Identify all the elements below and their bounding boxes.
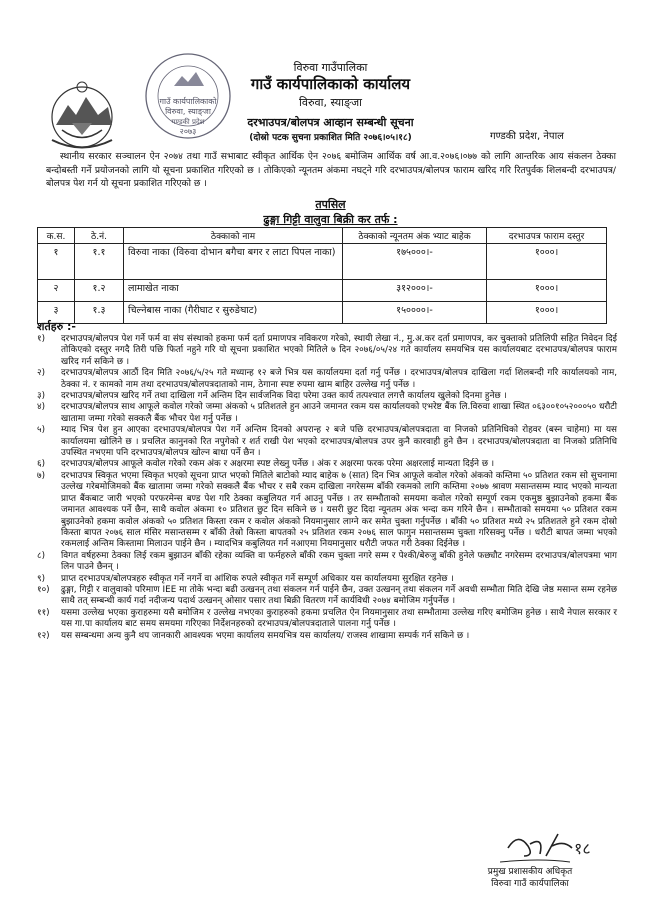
terms-heading: शर्तहरु :- — [37, 320, 76, 333]
cell-contract-name: चिल्नेबास नाका (गैरीघाट र सुरुङेघाट) — [124, 302, 343, 324]
term-item — [37, 585, 617, 608]
table-header-row — [38, 228, 607, 244]
notice-subtitle: (दोस्रो पटक सुचना प्रकाशित मिति २०७६।०५।१८) — [249, 133, 412, 143]
signatory-office: विरुवा गाउँ कार्यपालिका — [491, 879, 569, 889]
term-text: दरभाउपत्र/बोलपत्र साथ आफूले कवोल गरेको जम्मा अंकको ५ प्रतिशतले हुन आउने जमानत रकम यस कार्यालयको एभरेष्ट बैंक लि.विरुवा शाखा स्थित ०६३००१०५२०००५० धरौटी खातामा जम्मा गरेको सक्कलै बैंक भौचर पेश गर्नु पर्नेछ । — [61, 402, 617, 424]
cell-min-amount: १५००००।- — [343, 302, 487, 324]
cell-sn: २ — [38, 280, 75, 302]
tapasil-heading: तपसिल — [315, 198, 346, 211]
svg-text:१८: १८ — [574, 839, 591, 858]
cell-contract-no: १.१ — [75, 244, 124, 280]
cell-contract-name: विरुवा नाका (विरुवा दोभान बगैचा बगर र लाटा पिपल नाका) — [124, 244, 343, 280]
cell-contract-no: १.३ — [75, 302, 124, 324]
col-min-amount: ठेक्काको न्यूनतम अंक भ्याट बाहेक — [343, 228, 487, 244]
col-form-fee: दरभाउपत्र फाराम दस्तुर — [487, 228, 607, 244]
term-text: दरभाउपत्र/बोलपत्र पेश गर्ने फर्म वा संघ संस्थाको हकमा फर्म दर्ता प्रमाणपत्र नविकरण गरेको, स्थायी लेखा नं., मु.अ.कर दर्ता प्रमाणपत्र, कर चुक्ताको प्रतिलिपी सहित निवेदन दिई तोकिएको दस्तुर नगदै तिरी पछि फिर्ता नहुने गरि यो सूचना प्रकाशित भएको मितिले ७ दिन २०७६/०५/२४ गते कार्यालय समयभित्र यस कार्यालयबाट दरभाउपत्र/बोलपत्र फाराम खरिद गर्न सकिने छ । — [61, 334, 617, 367]
svg-text:गाउँ कार्यपालिकाको: गाउँ कार्यपालिकाको — [159, 97, 217, 106]
term-number: ११) — [37, 607, 50, 618]
term-number: ६) — [37, 459, 46, 470]
intro-paragraph: स्थानीय सरकार सञ्चालन ऐन २०७४ तथा गाउँ सभाबाट स्वीकृत आर्थिक ऐन २०७६ बमोजिम आर्थिक वर्ष आ.व.२०७६।०७७ को लागि आन्तरिक आय संकलन ठेक्का बन्दोबस्ती गर्ने प्रयोजनको लागि यो सूचना प्रकाशित गरिएको छ । तोकिएको न्यूनतम अंकमा नघट्ने गरि दरभाउपत्र/बोलपत्र फाराम खरिद गरि रितपुर्वक शिलबन्दी दरभाउपत्र/बोलपत्र पेश गर्न यो सूचना प्रकाशित गरिएको छ । — [46, 151, 616, 189]
cell-min-amount: १७५०००।- — [343, 244, 487, 280]
cell-contract-name: लामाखेत नाका — [124, 280, 343, 302]
terms-list — [37, 334, 617, 642]
term-number: ९) — [37, 573, 46, 584]
term-item — [37, 459, 617, 470]
cell-form-fee: १०००। — [487, 280, 607, 302]
term-item — [37, 608, 617, 631]
term-number: २) — [37, 368, 46, 379]
term-text: यस सम्बन्धमा अन्य कुनै थप जानकारी आवश्यक भएमा कार्यालय समयभित्र यस कार्यालय/ राजस्व शाखामा सम्पर्क गर्न सकिने छ । — [61, 630, 470, 641]
table-row — [38, 302, 607, 324]
term-item — [37, 425, 617, 459]
municipality-name: विरुवा गाउँपालिका — [293, 61, 368, 74]
notice-title: दरभाउपत्र/बोलपत्र आव्हान सम्बन्धी सूचना — [247, 116, 414, 129]
table-row — [38, 244, 607, 280]
table-title: ढुङ्गा गिट्टी वालुवा बिक्री कर तर्फ : — [263, 213, 398, 226]
term-number: ५) — [37, 425, 46, 436]
cell-sn: ३ — [38, 302, 75, 324]
term-text: विगत वर्षहरुमा ठेक्का लिई रकम बुझाउन बाँकी रहेका व्यक्ति वा फर्महरुले बाँकी रकम चुक्ता नगरे सम्म र पेश्की/बेरुजु बाँकी हुनेले फछ्यौट नगरेसम्म दरभाउपत्र/बोलपत्रमा भाग लिन पाउने छैनन् । — [61, 550, 617, 573]
term-text: दरभाउपत्र/बोलपत्र खरिद गर्ने तथा दाखिला गर्ने अन्तिम दिन सार्वजनिक विदा परेमा उक्त कार्य तत्पश्चात लगत्तै कार्यालय खुलेको दिनमा हुनेछ । — [61, 391, 507, 402]
term-number: ७) — [37, 470, 46, 481]
term-number: १०) — [37, 584, 50, 595]
term-text: ढुङ्गा, गिट्टी र वालुवाको परिमाण IEE मा तोके भन्दा बढी उत्खनन् तथा संकलन गर्न पाईने छैन, उक्त उत्खनन् तथा संकलन गर्ने अवधी सम्भौता मिति देखि जेष्ठ मसान्त सम्म रहनेछ साथै तत् सम्बन्धी कार्य गर्दा नदीजन्य पदार्थ उत्खनन् ओसार पसार तथा बिक्री वितरण गर्ने कार्यविधी २०७४ बमोजिम गर्नुपर्नेछ । — [61, 584, 617, 607]
svg-text:गण्डकी प्रदेश: गण्डकी प्रदेश — [171, 118, 205, 126]
cell-form-fee: १०००। — [487, 244, 607, 280]
term-text: प्राप्त दरभाउपत्र/बोलपत्रहरु स्वीकृत गर्ने नगर्ने वा आंशिक रुपले स्वीकृत गर्ने सम्पूर्ण अधिकार यस कार्यालयमा सुरक्षित रहनेछ । — [61, 573, 454, 584]
signatory-block — [430, 866, 630, 890]
signature-icon — [500, 826, 620, 866]
term-text: दरभाउपत्र/बोलपत्र आफूले कवोल गरेको रकम अंक र अक्षरमा स्पष्ट लेख्नु पर्नेछ । अंक र अक्षरमा फरक परेमा अक्षरलाई मान्यता दिईने छ । — [61, 459, 495, 470]
col-contract-name: ठेक्काको नाम — [124, 228, 343, 244]
term-item — [37, 574, 617, 585]
cell-form-fee: १०००। — [487, 302, 607, 324]
term-item — [37, 551, 617, 574]
term-item — [37, 402, 617, 425]
table-row — [38, 280, 607, 302]
signatory-title: प्रमुख प्रशासकीय अधिकृत — [487, 867, 573, 877]
office-name: गाउँ कार्यपालिकाको कार्यालय — [250, 75, 411, 93]
contracts-table — [37, 227, 607, 324]
term-number: १) — [37, 334, 46, 344]
col-contract-no: ठे.नं. — [75, 228, 124, 244]
term-item — [37, 391, 617, 402]
term-text: दरभाउपत्र स्विकृत भएमा स्विकृत भएको सूचना प्राप्त भएको मितिले बाटोको म्याद बाहेक ७ (सात) दिन भित्र आफूले कवोल गरेको अंकको कम्तिमा ५० प्रतिशत रकम सो सुचनामा उल्लेख गरेबमोजिमको बैंक खातामा जम्मा गरेको सक्कलै बैंक भौचर र सबै रकम दाखिला नगरेसम्म बाँकी रकमको लागि कम्तिमा २०७७ श्रावण मसान्तसम्म म्याद भएको मान्यता प्राप्त बैंकबाट जारी भएको परफरमेन्स बण्ड पेश गरि ठेक्का कबुलियत गर्न आउनु पर्नेछ । तर सम्भौताको समयमा कवोल गरेको सम्पूर्ण रकम एकमुष्ठ बुझाउनेको हकमा बैंक जमानत आवश्यक पर्ने छैन, साथै कवोल अंकमा १० प्रतिशत छुट दिन सकिने छ । यसरी छुट दिदा न्यूनतम अंक भन्दा कम गरिने छैन । सम्भौताको समयमा ५० प्रतिशत रकम बुझाउनेको हकमा कवोल अंकको ५० प्रतिशत किस्ता रकम र कवोल अंकको नियमानुसार लाग्ने कर समेत चुक्ता गर्नुपर्नेछ । बाँकी ५० प्रतिशत मध्ये २५ प्रतिशतले हुने रकम दोस्रो किस्ता बापत २०७६ साल मंसिर मसान्तसम्म र बाँकी तेस्रो किस्ता बापतको २५ प्रतिशत रकम २०७६ साल फागुन मसान्तसम्म चुक्ता गरिसक्नु पर्नेछ । धरौटी बापत जम्मा भएको रकमलाई अन्तिम किस्तामा मिलाउन पाईने छैन । म्यादभित्र कबुलियत गर्न नआएमा नियमानुसार धरौटी जफत गरी ठेक्का दिईनेछ । — [61, 470, 618, 550]
cell-contract-no: १.२ — [75, 280, 124, 302]
svg-text:विरुवा, स्याङ्जा: विरुवा, स्याङ्जा — [165, 107, 211, 116]
svg-text:२०७३: २०७३ — [179, 127, 197, 136]
term-text: म्याद भित्र पेश हुन आएका दरभाउपत्र/बोलपत्र पेश गर्ने अन्तिम दिनको अपरान्ह २ बजे पछि दरभाउपत्र/बोलपत्रदाता वा निजको प्रतिनिधिको रोहवर (बस्न चाहेमा) मा यस कार्यालयमा खोलिने छ । प्रचलित कानुनको रित नपुगेको र शर्त राखी पेश भएको दरभाउपत्र/बोलपत्र उपर कुनै कारवाही हुने छैन । दरभाउपत्र/बोलपत्रदाता वा निजको प्रतिनिधि उपस्थित नभएमा पनि दरभाउपत्र/बोलपत्र खोल्न बाधा पर्ने छैन । — [61, 425, 617, 459]
term-number: ३) — [37, 391, 46, 402]
term-number: ४) — [37, 402, 46, 413]
cell-sn: १ — [38, 244, 75, 280]
term-number: ८) — [37, 550, 46, 561]
term-item — [37, 368, 617, 391]
term-item — [37, 471, 617, 551]
cell-min-amount: ३१२०००।- — [343, 280, 487, 302]
term-item — [37, 631, 617, 642]
term-text: दरभाउपत्र/बोलपत्र आठौं दिन मिति २०७६/५/२५ गते मध्यान्ह १२ बजे भित्र यस कार्यालयमा दर्ता गर्नु पर्नेछ । दरभाउपत्र/बोलपत्र दाखिला गर्दा शिलबन्दी गरि कार्यालयको नाम, ठेक्का नं. र कामको नाम तथा दरभाउपत्र/बोलपत्रदाताको नाम, ठेगाना स्पष्ट रुपमा खाम बाहिर उल्लेख गर्नु पर्नेछ । — [61, 368, 617, 390]
office-address: विरुवा, स्याङ्जा — [298, 96, 363, 109]
col-sn: क.स. — [38, 228, 75, 244]
province-label: गण्डकी प्रदेश, नेपाल — [490, 131, 564, 142]
term-text: यसमा उल्लेख भएका कुराहरुमा यसै बमोजिम र उल्लेख नभएका कुराहरुको हकमा प्रचलित ऐन नियमानुसार तथा सम्भौतामा उल्लेख गरिए बमोजिम हुनेछ । साथै नेपाल सरकार र यस गा.पा कार्यालय बाट समय समयमा गरिएका निर्देशनहरुको दरभाउपत्र/बोलपत्रदाताले पालना गर्नु पर्नेछ । — [61, 607, 617, 630]
term-item — [37, 334, 617, 368]
term-number: १२) — [37, 630, 50, 641]
